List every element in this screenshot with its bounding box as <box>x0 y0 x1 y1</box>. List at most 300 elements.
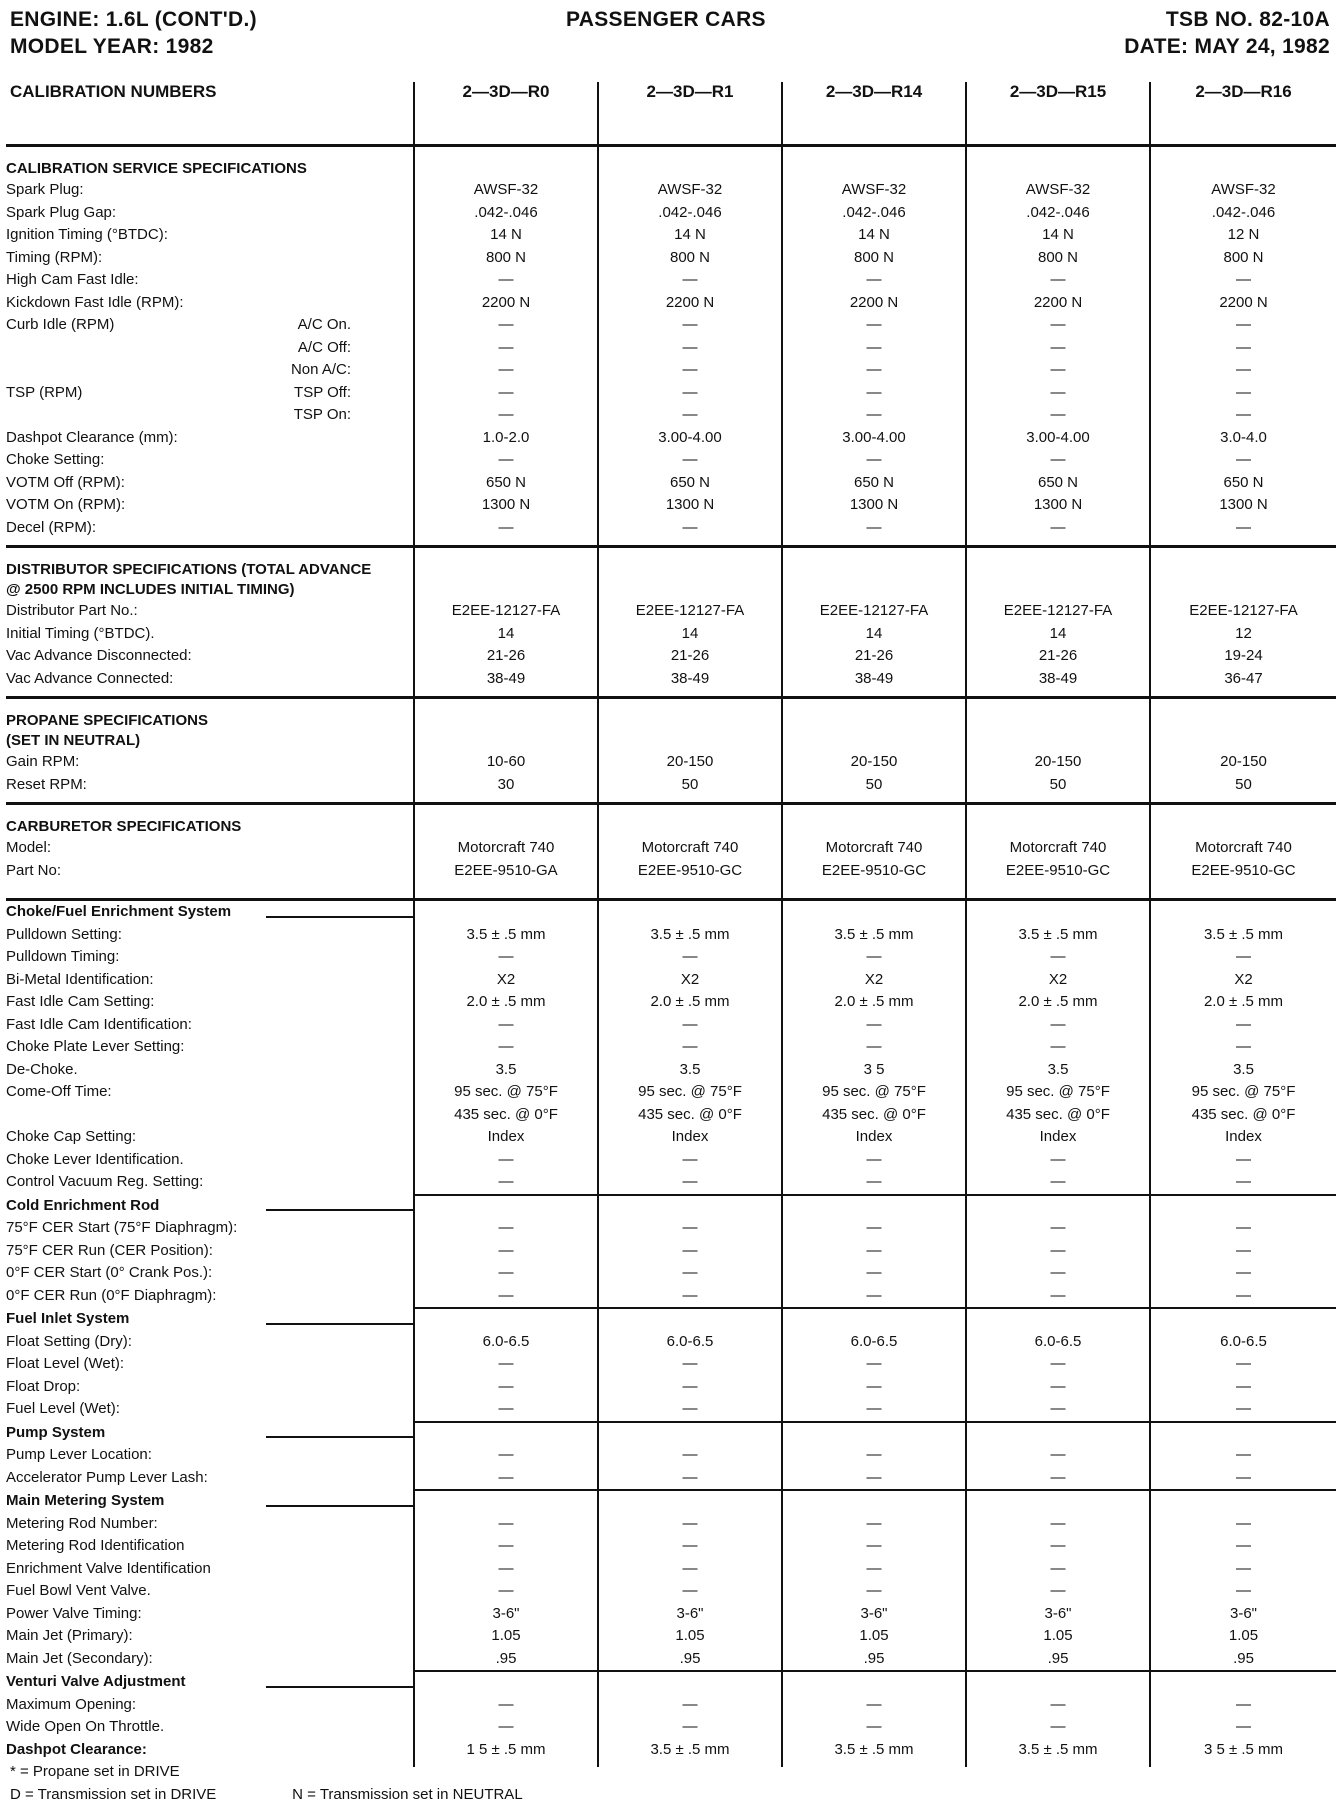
spec-row-label-cell <box>6 1126 414 1149</box>
spec-row-label: Wide Open On Throttle. <box>6 1718 165 1735</box>
spec-row <box>6 1262 1336 1285</box>
spec-row-label-cell <box>6 427 414 450</box>
spec-value: — <box>598 1171 782 1195</box>
spec-row <box>6 668 1336 698</box>
spec-row-label: Initial Timing (°BTDC). <box>6 624 155 642</box>
group-title-cell <box>6 1422 414 1445</box>
group-title-row <box>6 1195 1336 1218</box>
spec-value: — <box>414 1444 598 1467</box>
spec-value: — <box>414 1398 598 1422</box>
spec-row <box>6 1580 1336 1603</box>
spec-value: — <box>966 1513 1150 1536</box>
spec-value-empty <box>414 1490 598 1513</box>
spec-value: 1.05 <box>598 1625 782 1648</box>
spec-value-empty <box>414 1195 598 1218</box>
spec-value: — <box>966 382 1150 405</box>
spec-value: 2200 N <box>598 292 782 315</box>
spec-value-empty <box>782 804 966 838</box>
spec-value: 1.05 <box>966 1625 1150 1648</box>
spec-row-label-cell <box>6 359 414 382</box>
spec-value: .95 <box>598 1648 782 1672</box>
calibration-column: 2—3D—R0 <box>414 82 598 146</box>
spec-value: — <box>414 449 598 472</box>
spec-value: .042-.046 <box>414 202 598 225</box>
spec-value: E2EE-9510-GA <box>414 860 598 900</box>
spec-value-empty <box>414 1422 598 1445</box>
spec-value-empty <box>1150 1308 1336 1331</box>
spec-value: — <box>414 1036 598 1059</box>
spec-row <box>6 1171 1336 1195</box>
spec-value: — <box>782 1716 966 1739</box>
spec-value: — <box>1150 1036 1336 1059</box>
spec-row <box>6 751 1336 774</box>
spec-value: — <box>414 1240 598 1263</box>
spec-value: AWSF-32 <box>598 179 782 202</box>
spec-value: 12 <box>1150 623 1336 646</box>
spec-value: — <box>414 1171 598 1195</box>
spec-row <box>6 382 1336 405</box>
spec-row <box>6 1444 1336 1467</box>
spec-value: X2 <box>598 969 782 992</box>
spec-value: 3.5 ± .5 mm <box>966 924 1150 947</box>
spec-value-empty <box>414 804 598 838</box>
spec-value: 435 sec. @ 0°F <box>966 1104 1150 1127</box>
spec-value: Motorcraft 740 <box>1150 837 1336 860</box>
spec-value: 14 <box>782 623 966 646</box>
spec-row-label-cell <box>6 404 414 427</box>
spec-row-label: Maximum Opening: <box>6 1695 137 1713</box>
spec-value: — <box>782 1262 966 1285</box>
spec-row <box>6 179 1336 202</box>
spec-value: 19-24 <box>1150 645 1336 668</box>
spec-row <box>6 1694 1336 1717</box>
spec-value: 3.5 ± .5 mm <box>782 1739 966 1768</box>
spec-value-empty <box>1150 1671 1336 1694</box>
engine-line: ENGINE: 1.6L (CONT'D.) <box>10 8 257 31</box>
spec-value: 650 N <box>598 472 782 495</box>
spec-row-label-cell <box>6 1558 414 1581</box>
spec-row <box>6 1625 1336 1648</box>
spec-row-label-cell <box>6 1603 414 1626</box>
section-title: DISTRIBUTOR SPECIFICATIONS (TOTAL ADVANCE <box>6 561 372 578</box>
spec-row-label: Main Jet (Secondary): <box>6 1649 153 1667</box>
spec-row-label-cell <box>6 314 414 337</box>
spec-value: — <box>598 1716 782 1739</box>
section-title-row <box>6 804 1336 838</box>
spec-value: — <box>782 1376 966 1399</box>
spec-row-label: Curb Idle (RPM) <box>6 316 115 333</box>
spec-value: 435 sec. @ 0°F <box>598 1104 782 1127</box>
spec-value: 10-60 <box>414 751 598 774</box>
spec-row-label: High Cam Fast Idle: <box>6 271 139 288</box>
group-title: Cold Enrichment Rod <box>6 1196 160 1214</box>
calibration-column: 2—3D—R14 <box>782 82 966 146</box>
spec-row-label: Float Level (Wet): <box>6 1355 125 1372</box>
spec-row-label-cell <box>6 494 414 517</box>
section-title-row <box>6 698 1336 752</box>
spec-value: 20-150 <box>1150 751 1336 774</box>
spec-row-label: Metering Rod Number: <box>6 1514 158 1532</box>
spec-value: — <box>966 946 1150 969</box>
spec-row-label: Choke Lever Identification. <box>6 1150 184 1168</box>
tsb-number: TSB NO. 82-10A <box>1165 8 1330 31</box>
spec-value: — <box>782 517 966 547</box>
spec-row-label: VOTM On (RPM): <box>6 496 126 513</box>
spec-row-label-cell <box>6 1580 414 1603</box>
spec-value: — <box>598 1558 782 1581</box>
spec-value: 1300 N <box>782 494 966 517</box>
spec-value: — <box>782 404 966 427</box>
spec-value: — <box>598 1262 782 1285</box>
spec-value-empty <box>966 698 1150 752</box>
spec-value: — <box>782 449 966 472</box>
spec-row <box>6 645 1336 668</box>
spec-row-label: Float Setting (Dry): <box>6 1332 132 1350</box>
spec-value: — <box>782 1285 966 1309</box>
spec-row-label: Timing (RPM): <box>6 248 103 266</box>
spec-value: — <box>414 1580 598 1603</box>
spec-value-empty <box>1150 1490 1336 1513</box>
spec-value: — <box>414 314 598 337</box>
spec-row-label-cell <box>6 224 414 247</box>
spec-value: — <box>966 1285 1150 1309</box>
spec-value: 1.05 <box>414 1625 598 1648</box>
section-title-line2: @ 2500 RPM INCLUDES INITIAL TIMING) <box>6 581 295 598</box>
spec-value: X2 <box>414 969 598 992</box>
spec-row-label-cell <box>6 472 414 495</box>
spec-value: — <box>598 1444 782 1467</box>
spec-value: AWSF-32 <box>414 179 598 202</box>
spec-row-label-cell <box>6 1353 414 1376</box>
spec-row-label-cell <box>6 751 414 774</box>
spec-value: — <box>1150 1558 1336 1581</box>
spec-row-label-cell <box>6 292 414 315</box>
spec-value: — <box>782 1694 966 1717</box>
section-title-cell <box>6 547 414 601</box>
spec-value: 800 N <box>782 247 966 270</box>
group-title-rule <box>266 1686 413 1688</box>
spec-value: E2EE-12127-FA <box>414 600 598 623</box>
spec-value: E2EE-9510-GC <box>966 860 1150 900</box>
spec-value: — <box>1150 1398 1336 1422</box>
spec-value: 95 sec. @ 75°F <box>598 1081 782 1104</box>
spec-row-label: 0°F CER Run (0°F Diaphragm): <box>6 1286 217 1304</box>
spec-value: — <box>966 314 1150 337</box>
spec-value-empty <box>966 1308 1150 1331</box>
spec-row <box>6 1126 1336 1149</box>
spec-value: 38-49 <box>414 668 598 698</box>
spec-row-label: VOTM Off (RPM): <box>6 473 125 491</box>
page-title: PASSENGER CARS <box>566 8 766 31</box>
spec-value: — <box>1150 1171 1336 1195</box>
spec-row-label: Decel (RPM): <box>6 518 97 536</box>
spec-row-label: Come-Off Time: <box>6 1083 112 1100</box>
spec-row-label-cell <box>6 1694 414 1717</box>
group-title-rule <box>266 1209 413 1211</box>
footnote-drive: D = Transmission set in DRIVE <box>10 1786 217 1803</box>
spec-row <box>6 1467 1336 1491</box>
spec-value: — <box>966 517 1150 547</box>
group-title-row <box>6 1422 1336 1445</box>
footnote-transmission <box>10 1783 523 1806</box>
calibration-column: 2—3D—R16 <box>1150 82 1336 146</box>
spec-row-label-cell <box>6 1014 414 1037</box>
spec-row-label-cell <box>6 1716 414 1739</box>
spec-row <box>6 1285 1336 1309</box>
spec-value-empty <box>1150 1195 1336 1218</box>
spec-value: — <box>1150 1716 1336 1739</box>
spec-value: Index <box>598 1126 782 1149</box>
spec-value: 2.0 ± .5 mm <box>598 991 782 1014</box>
spec-value: 3.5 ± .5 mm <box>414 924 598 947</box>
spec-value: 95 sec. @ 75°F <box>782 1081 966 1104</box>
spec-row <box>6 1104 1336 1127</box>
spec-row-label: Spark Plug: <box>6 181 84 198</box>
group-title-cell <box>6 1195 414 1218</box>
spec-value: — <box>966 1535 1150 1558</box>
spec-value: — <box>966 1262 1150 1285</box>
spec-value: 38-49 <box>782 668 966 698</box>
spec-row <box>6 1059 1336 1082</box>
spec-value: — <box>1150 404 1336 427</box>
spec-value: — <box>966 359 1150 382</box>
spec-value: — <box>414 1149 598 1172</box>
spec-value: 650 N <box>782 472 966 495</box>
spec-row <box>6 224 1336 247</box>
spec-value: .042-.046 <box>1150 202 1336 225</box>
spec-row-label-cell <box>6 247 414 270</box>
spec-row-label-cell <box>6 1217 414 1240</box>
spec-row-label: Enrichment Valve Identification <box>6 1559 211 1577</box>
spec-value: 6.0-6.5 <box>414 1331 598 1354</box>
spec-value: X2 <box>1150 969 1336 992</box>
spec-value: — <box>966 1467 1150 1491</box>
spec-row <box>6 292 1336 315</box>
spec-value: — <box>598 1580 782 1603</box>
spec-row-label: Fast Idle Cam Setting: <box>6 993 155 1010</box>
spec-value: — <box>782 359 966 382</box>
spec-value: 3-6" <box>414 1603 598 1626</box>
spec-value-empty <box>966 1195 1150 1218</box>
spec-value: — <box>598 449 782 472</box>
spec-row-label-cell <box>6 1081 414 1104</box>
spec-row-label: Control Vacuum Reg. Setting: <box>6 1173 204 1190</box>
spec-value: 20-150 <box>782 751 966 774</box>
spec-row-label-cell <box>6 946 414 969</box>
spec-value-empty <box>598 1308 782 1331</box>
spec-row <box>6 247 1336 270</box>
spec-row-label: Metering Rod Identification <box>6 1537 185 1554</box>
spec-value: — <box>782 337 966 360</box>
spec-value: 2.0 ± .5 mm <box>966 991 1150 1014</box>
spec-value: — <box>782 382 966 405</box>
spec-value: — <box>414 946 598 969</box>
group-title: Main Metering System <box>6 1492 165 1509</box>
spec-row-label: Pump Lever Location: <box>6 1446 152 1463</box>
spec-value: — <box>1150 314 1336 337</box>
spec-row-label-cell <box>6 517 414 547</box>
spec-value: — <box>1150 1467 1336 1491</box>
spec-row-sublabel: A/C On. <box>297 316 351 333</box>
spec-value: E2EE-12127-FA <box>598 600 782 623</box>
section-title-row <box>6 547 1336 601</box>
spec-value: — <box>782 1014 966 1037</box>
spec-value-empty <box>966 1490 1150 1513</box>
spec-value: 2200 N <box>1150 292 1336 315</box>
group-title-row <box>6 1308 1336 1331</box>
spec-row-label: 0°F CER Start (0° Crank Pos.): <box>6 1264 213 1281</box>
spec-row <box>6 1558 1336 1581</box>
spec-value: — <box>966 1716 1150 1739</box>
spec-value: 3.5 ± .5 mm <box>1150 924 1336 947</box>
spec-value: — <box>414 1716 598 1739</box>
spec-row-label: Ignition Timing (°BTDC): <box>6 226 168 243</box>
spec-value: 1.0-2.0 <box>414 427 598 450</box>
spec-value: AWSF-32 <box>1150 179 1336 202</box>
spec-value-empty <box>1150 698 1336 752</box>
spec-row-label: Choke Plate Lever Setting: <box>6 1038 185 1055</box>
spec-value: — <box>782 314 966 337</box>
spec-value: — <box>414 1353 598 1376</box>
spec-value: Index <box>414 1126 598 1149</box>
spec-value: 3.5 ± .5 mm <box>782 924 966 947</box>
spec-row-label: Choke Setting: <box>6 451 105 468</box>
spec-value: .95 <box>414 1648 598 1672</box>
spec-value: — <box>414 1467 598 1491</box>
section-title-line2: (SET IN NEUTRAL) <box>6 732 141 749</box>
spec-value: 3-6" <box>966 1603 1150 1626</box>
spec-row <box>6 600 1336 623</box>
spec-value: — <box>966 1149 1150 1172</box>
spec-value: 50 <box>1150 774 1336 804</box>
spec-value-empty <box>782 1308 966 1331</box>
spec-value: .95 <box>1150 1648 1336 1672</box>
spec-row-label: Power Valve Timing: <box>6 1604 142 1622</box>
spec-value-empty <box>1150 804 1336 838</box>
spec-row <box>6 404 1336 427</box>
spec-row-label-cell <box>6 645 414 668</box>
spec-row-label-cell <box>6 449 414 472</box>
spec-row <box>6 1014 1336 1037</box>
spec-value-empty <box>782 1422 966 1445</box>
spec-value: 6.0-6.5 <box>782 1331 966 1354</box>
spec-value: 6.0-6.5 <box>1150 1331 1336 1354</box>
spec-row-label: Vac Advance Connected: <box>6 669 174 687</box>
spec-value-empty <box>782 1490 966 1513</box>
spec-value: 36-47 <box>1150 668 1336 698</box>
spec-value: 2200 N <box>966 292 1150 315</box>
spec-row <box>6 1398 1336 1422</box>
spec-row-label: 75°F CER Run (CER Position): <box>6 1241 213 1259</box>
spec-value: 3-6" <box>598 1603 782 1626</box>
spec-value-empty <box>966 1422 1150 1445</box>
spec-value-empty <box>598 698 782 752</box>
spec-value: AWSF-32 <box>966 179 1150 202</box>
group-title: Fuel Inlet System <box>6 1310 130 1327</box>
spec-value: — <box>1150 1217 1336 1240</box>
spec-value: X2 <box>966 969 1150 992</box>
spec-value-empty <box>782 900 966 924</box>
spec-value: 3.5 ± .5 mm <box>598 1739 782 1768</box>
spec-value-empty <box>966 1671 1150 1694</box>
group-title: Venturi Valve Adjustment <box>6 1673 186 1690</box>
spec-value: — <box>1150 1376 1336 1399</box>
tsb-header <box>1124 6 1330 60</box>
spec-value: — <box>598 1217 782 1240</box>
spec-value: — <box>782 1149 966 1172</box>
spec-value: 1300 N <box>1150 494 1336 517</box>
spec-value: 50 <box>966 774 1150 804</box>
spec-value: — <box>1150 1513 1336 1536</box>
spec-value: — <box>598 404 782 427</box>
spec-value-empty <box>782 1671 966 1694</box>
spec-value: — <box>1150 517 1336 547</box>
spec-value-empty <box>782 1195 966 1218</box>
spec-value: — <box>1150 359 1336 382</box>
spec-value: — <box>598 359 782 382</box>
spec-value: E2EE-9510-GC <box>1150 860 1336 900</box>
spec-row <box>6 991 1336 1014</box>
spec-value: — <box>782 1036 966 1059</box>
spec-row-label-cell <box>6 1285 414 1309</box>
spec-value-empty <box>598 146 782 180</box>
spec-value: — <box>414 269 598 292</box>
spec-row-label-cell <box>6 969 414 992</box>
spec-value: — <box>1150 449 1336 472</box>
spec-value: — <box>1150 1014 1336 1037</box>
spec-value-empty <box>966 900 1150 924</box>
spec-row-label-cell <box>6 1262 414 1285</box>
spec-row <box>6 1081 1336 1104</box>
spec-value: — <box>414 359 598 382</box>
spec-value-empty <box>1150 1422 1336 1445</box>
spec-value: — <box>782 1398 966 1422</box>
spec-value-empty <box>966 804 1150 838</box>
spec-row <box>6 337 1336 360</box>
group-title-rule <box>266 1505 413 1507</box>
spec-value: 3.0-4.0 <box>1150 427 1336 450</box>
group-title: Pump System <box>6 1423 106 1441</box>
spec-value: Motorcraft 740 <box>966 837 1150 860</box>
spec-value: 14 <box>598 623 782 646</box>
spec-value: — <box>598 337 782 360</box>
spec-value: — <box>1150 1285 1336 1309</box>
spec-value: 20-150 <box>966 751 1150 774</box>
spec-value: — <box>966 1036 1150 1059</box>
spec-row-label: Distributor Part No.: <box>6 602 138 619</box>
spec-value: 3.00-4.00 <box>966 427 1150 450</box>
spec-value: — <box>598 1240 782 1263</box>
spec-row-label-cell <box>6 1398 414 1422</box>
spec-value: 50 <box>598 774 782 804</box>
spec-value: — <box>598 382 782 405</box>
group-title-cell <box>6 1490 414 1513</box>
spec-value: 2200 N <box>782 292 966 315</box>
spec-value: .042-.046 <box>782 202 966 225</box>
spec-value: — <box>782 1535 966 1558</box>
spec-row <box>6 924 1336 947</box>
spec-row <box>6 1036 1336 1059</box>
spec-row-label-cell <box>6 1444 414 1467</box>
group-title-row <box>6 1671 1336 1694</box>
spec-value: — <box>414 1513 598 1536</box>
section-title: CARBURETOR SPECIFICATIONS <box>6 818 242 835</box>
spec-value-empty <box>1150 900 1336 924</box>
spec-value: 30 <box>414 774 598 804</box>
spec-row-label-cell <box>6 860 414 900</box>
spec-value: Index <box>966 1126 1150 1149</box>
spec-row <box>6 946 1336 969</box>
